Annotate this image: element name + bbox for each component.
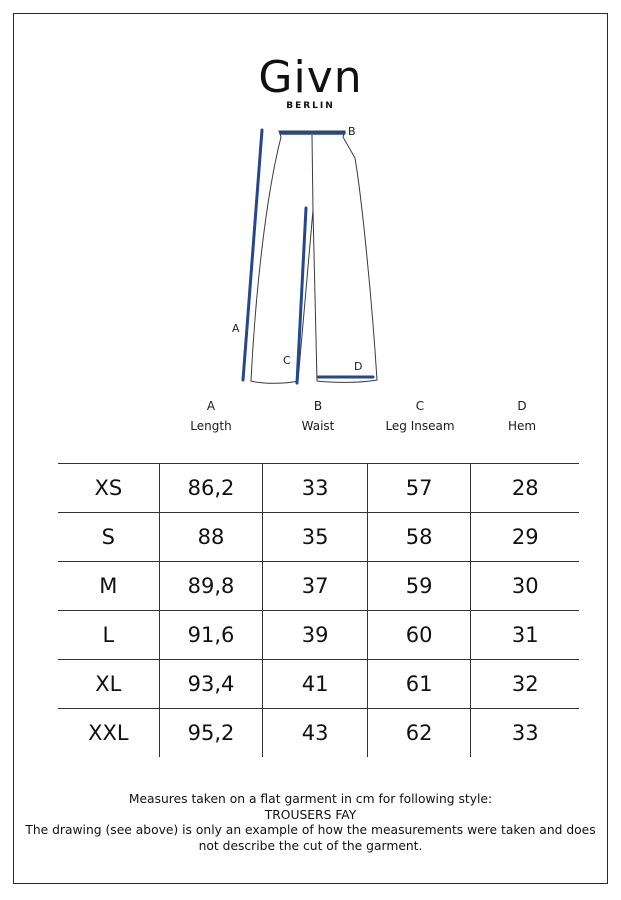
brand-logo: Givn <box>258 52 363 103</box>
table-row <box>58 513 579 562</box>
trousers-outline <box>251 131 377 383</box>
size-cell: S <box>58 513 159 562</box>
length-cell: 88 <box>159 513 263 562</box>
table-row <box>58 611 579 660</box>
measure-a-line <box>243 130 262 380</box>
length-cell: 93,4 <box>159 660 263 709</box>
size-cell: XL <box>58 660 159 709</box>
size-cell: XS <box>58 464 159 513</box>
column-d-letter: D <box>517 399 527 413</box>
length-cell: 86,2 <box>159 464 263 513</box>
measure-d-label: D <box>354 360 363 373</box>
length-cell: 91,6 <box>159 611 263 660</box>
table-row <box>58 660 579 709</box>
inseam-cell: 62 <box>367 709 471 758</box>
hem-cell: 29 <box>471 513 579 562</box>
size-cell: L <box>58 611 159 660</box>
length-cell: 95,2 <box>159 709 263 758</box>
footer-style-name: TROUSERS FAY <box>264 807 357 822</box>
trousers-measurement-drawing <box>0 0 621 400</box>
waist-cell: 33 <box>263 464 368 513</box>
size-table <box>58 463 579 757</box>
brand-location: BERLIN <box>286 101 335 111</box>
waist-cell: 35 <box>263 513 368 562</box>
size-cell: M <box>58 562 159 611</box>
table-row <box>58 464 579 513</box>
measure-a-label: A <box>232 322 240 335</box>
column-b-name: Waist <box>301 419 335 433</box>
hem-cell: 33 <box>471 709 579 758</box>
inseam-cell: 61 <box>367 660 471 709</box>
hem-cell: 31 <box>471 611 579 660</box>
footer-note <box>20 792 601 854</box>
footer-line-3: The drawing (see above) is only an example of how the measurements were taken and does <box>25 823 596 837</box>
size-cell: XXL <box>58 709 159 758</box>
column-d-name: Hem <box>507 419 537 433</box>
waist-cell: 39 <box>263 611 368 660</box>
waist-cell: 41 <box>263 660 368 709</box>
inseam-cell: 57 <box>367 464 471 513</box>
hem-cell: 30 <box>471 562 579 611</box>
waist-cell: 37 <box>263 562 368 611</box>
center-front-seam <box>312 135 313 212</box>
inseam-cell: 59 <box>367 562 471 611</box>
column-b-letter: B <box>313 399 323 413</box>
column-c-letter: C <box>415 399 425 413</box>
inseam-cell: 60 <box>367 611 471 660</box>
footer-line-4: not describe the cut of the garment. <box>198 838 423 853</box>
measure-c-label: C <box>283 354 291 367</box>
column-c-name: Leg Inseam <box>385 419 455 433</box>
table-row <box>58 709 579 758</box>
measure-c-line <box>297 208 306 383</box>
inseam-cell: 58 <box>367 513 471 562</box>
hem-cell: 28 <box>471 464 579 513</box>
footer-line-1: Measures taken on a flat garment in cm for following style: <box>128 792 493 806</box>
hem-cell: 32 <box>471 660 579 709</box>
column-a-letter: A <box>206 399 216 413</box>
column-a-name: Length <box>190 419 232 433</box>
table-row <box>58 562 579 611</box>
length-cell: 89,8 <box>159 562 263 611</box>
waist-cell: 43 <box>263 709 368 758</box>
measure-b-label: B <box>348 125 356 138</box>
